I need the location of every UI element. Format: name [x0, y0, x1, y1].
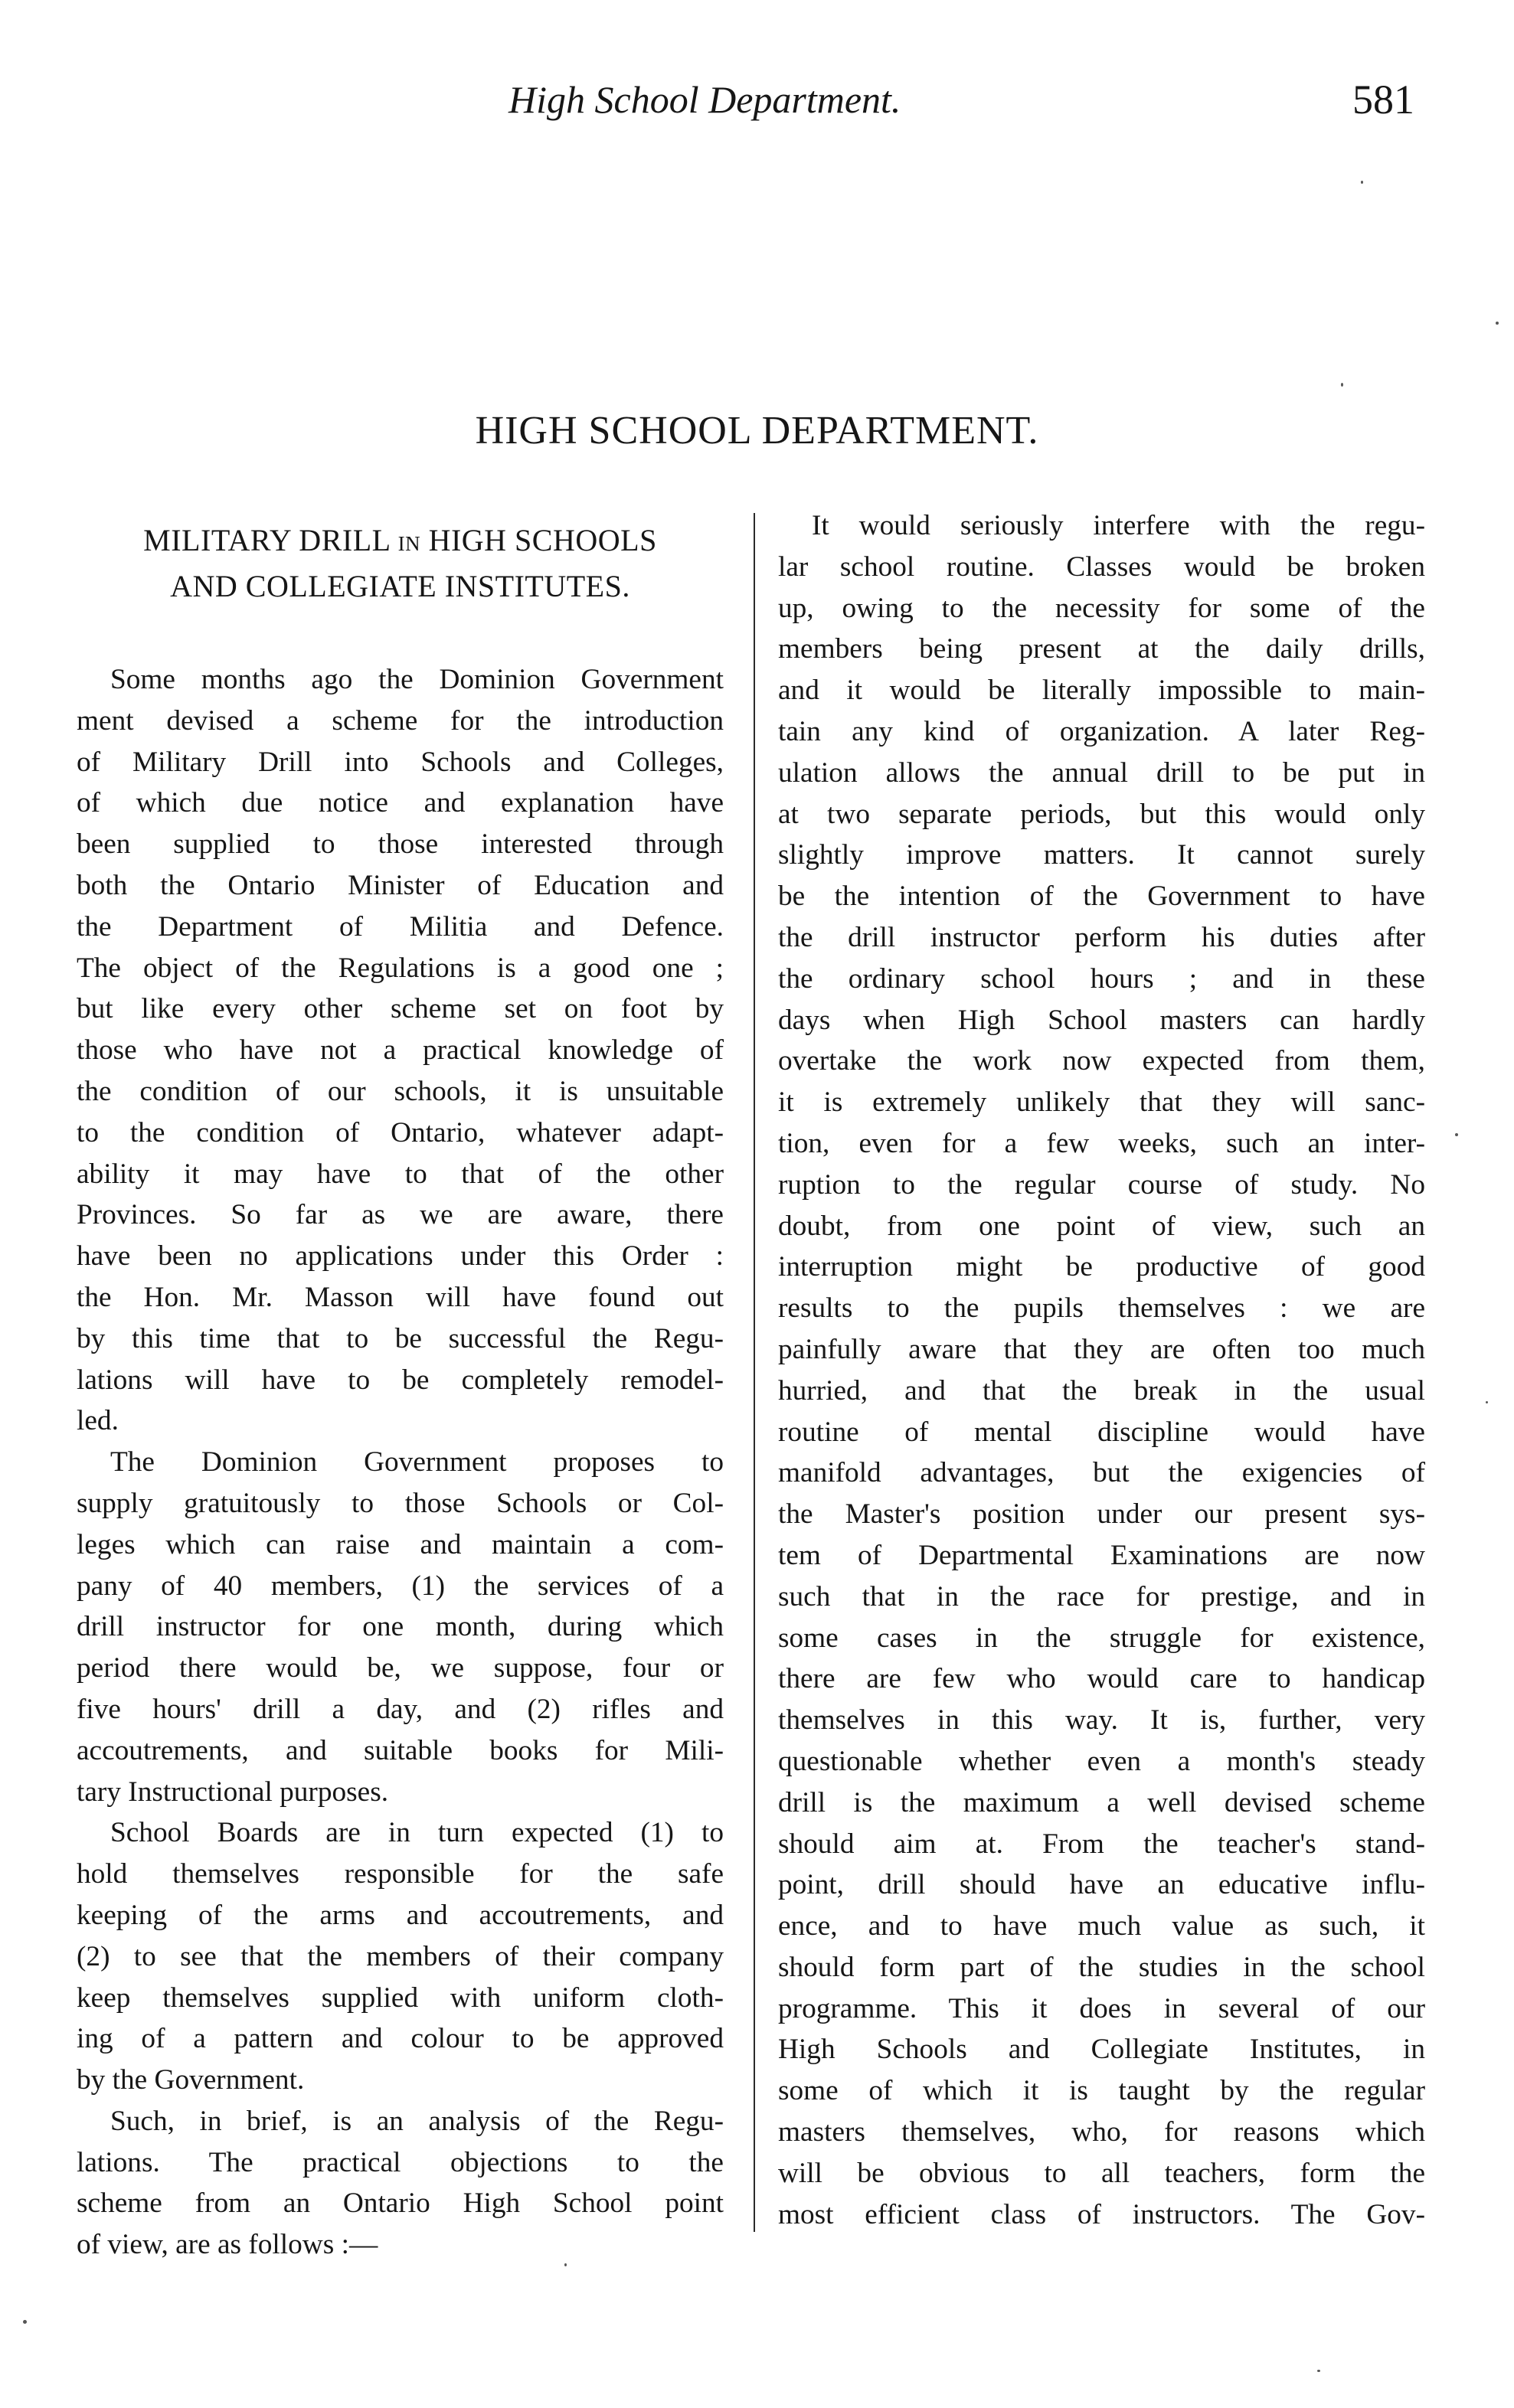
text-line: hurried, and that the break in the usual: [778, 1374, 1425, 1407]
text-line: should form part of the studies in the school: [778, 1951, 1425, 1983]
text-line: should aim at. From the teacher's stand-: [778, 1828, 1425, 1860]
text-line: point, drill should have an educative influ-: [778, 1869, 1425, 1901]
text-line: of which due notice and explanation have: [77, 787, 724, 819]
text-line: (2) to see that the members of their company: [77, 1940, 724, 1972]
text-line: doubt, from one point of view, such an: [778, 1210, 1425, 1242]
column-divider: [754, 513, 755, 2232]
text-line: period there would be, we suppose, four or: [77, 1652, 724, 1684]
text-line: tion, even for a few weeks, such an inter-: [778, 1127, 1425, 1159]
text-line: the condition of our schools, it is unsuitable: [77, 1075, 724, 1107]
text-line: most efficient class of instructors. The Gov-: [778, 2198, 1425, 2230]
text-line: five hours' drill a day, and (2) rifles and: [77, 1693, 724, 1725]
text-line: ence, and to have much value as such, it: [778, 1910, 1425, 1942]
text-line: interruption might be productive of good: [778, 1251, 1425, 1283]
text-line: manifold advantages, but the exigencies of: [778, 1457, 1425, 1489]
text-line: the Hon. Mr. Masson will have found out: [77, 1281, 724, 1313]
text-line: the drill instructor perform his duties after: [778, 921, 1425, 953]
text-line: drill instructor for one month, during which: [77, 1611, 724, 1643]
text-line: scheme from an Ontario High School point: [77, 2187, 724, 2220]
text-line: days when High School masters can hardly: [778, 1004, 1425, 1036]
text-line: by this time that to be successful the Regu-: [77, 1322, 724, 1354]
text-line: the ordinary school hours ; and in these: [778, 962, 1425, 995]
article-title-in: IN: [397, 532, 421, 555]
right-column-text: [778, 505, 1425, 2235]
text-line: tem of Departmental Examinations are now: [778, 1539, 1425, 1571]
article-title: [77, 519, 724, 607]
running-header: [0, 77, 1514, 138]
text-line: The object of the Regulations is a good one ;: [77, 952, 724, 984]
article-title-line-1: [77, 519, 724, 565]
text-line: pany of 40 members, (1) the services of a: [77, 1570, 724, 1602]
left-column-text: [77, 659, 724, 2266]
text-line: by the Government.: [77, 2064, 305, 2096]
print-speck: [564, 2263, 567, 2266]
text-line: lations. The practical objections to the: [77, 2146, 724, 2178]
text-line: Some months ago the Dominion Government: [110, 664, 724, 695]
text-line: School Boards are in turn expected (1) to: [110, 1817, 724, 1849]
text-line: ing of a pattern and colour to be approved: [77, 2023, 724, 2055]
text-line: keeping of the arms and accoutrements, and: [77, 1899, 724, 1931]
text-line: there are few who would care to handicap: [778, 1663, 1425, 1695]
text-line: some of which it is taught by the regular: [778, 2075, 1425, 2107]
right-column: [778, 505, 1425, 2235]
text-line: themselves in this way. It is, further, very: [778, 1704, 1425, 1737]
text-line: and it would be literally impossible to main-: [778, 675, 1425, 707]
text-line: It would seriously interfere with the regu-: [812, 510, 1425, 541]
text-line: overtake the work now expected from them,: [778, 1045, 1425, 1077]
print-speck: [1341, 383, 1343, 387]
text-line: programme. This it does in several of our: [778, 1992, 1425, 2024]
text-line: supply gratuitously to those Schools or Col-: [77, 1487, 724, 1519]
text-line: accoutrements, and suitable books for Mili-: [77, 1734, 724, 1766]
text-line: been supplied to those interested through: [77, 828, 724, 861]
text-line: results to the pupils themselves : we are: [778, 1292, 1425, 1325]
text-line: keep themselves supplied with uniform cloth-: [77, 1982, 724, 2014]
section-heading: HIGH SCHOOL DEPARTMENT.: [475, 409, 1039, 453]
text-line: be the intention of the Government to have: [778, 881, 1425, 913]
text-line: Provinces. So far as we are aware, there: [77, 1199, 724, 1231]
text-line: but like every other scheme set on foot by: [77, 993, 724, 1025]
text-line: such that in the race for prestige, and in: [778, 1580, 1425, 1612]
article-title-line-2: AND COLLEGIATE INSTITUTES.: [170, 569, 630, 603]
text-line: High Schools and Collegiate Institutes, in: [778, 2034, 1425, 2066]
text-line: the Master's position under our present sys-: [778, 1498, 1425, 1531]
text-line: up, owing to the necessity for some of the: [778, 592, 1425, 624]
text-line: those who have not a practical knowledge of: [77, 1034, 724, 1067]
text-line: routine of mental discipline would have: [778, 1416, 1425, 1448]
text-line: ulation allows the annual drill to be put in: [778, 756, 1425, 789]
text-line: have been no applications under this Order :: [77, 1240, 724, 1273]
text-line: hold themselves responsible for the safe: [77, 1858, 724, 1890]
text-line: tary Instructional purposes.: [77, 1776, 389, 1808]
text-line: questionable whether even a month's steady: [778, 1745, 1425, 1777]
print-speck: [1496, 322, 1499, 325]
text-line: tain any kind of organization. A later Reg-: [778, 715, 1425, 747]
running-title: High School Department.: [508, 78, 901, 121]
print-speck: [1361, 181, 1363, 184]
text-line: to the condition of Ontario, whatever adapt-: [77, 1116, 724, 1148]
print-speck: [1486, 1401, 1488, 1403]
text-line: will be obvious to all teachers, form the: [778, 2157, 1425, 2189]
text-line: leges which can raise and maintain a com-: [77, 1528, 724, 1560]
text-line: Such, in brief, is an analysis of the Regu-: [110, 2105, 724, 2137]
text-line: masters themselves, who, for reasons which: [778, 2116, 1425, 2148]
text-line: at two separate periods, but this would only: [778, 798, 1425, 830]
text-line: slightly improve matters. It cannot surely: [778, 839, 1425, 871]
text-line: The Dominion Government proposes to: [110, 1446, 724, 1478]
text-line: it is extremely unlikely that they will sanc-: [778, 1086, 1425, 1119]
text-line: of view, are as follows :—: [77, 2229, 378, 2261]
page-number: 581: [1352, 77, 1414, 123]
text-line: lar school routine. Classes would be broken: [778, 551, 1425, 583]
text-line: the Department of Militia and Defence.: [77, 910, 724, 943]
text-line: drill is the maximum a well devised scheme: [778, 1786, 1425, 1818]
text-line: ment devised a scheme for the introduction: [77, 704, 724, 737]
text-line: some cases in the struggle for existence,: [778, 1622, 1425, 1654]
text-line: ability it may have to that of the other: [77, 1158, 724, 1190]
print-speck: [23, 2320, 27, 2324]
text-line: painfully aware that they are often too much: [778, 1333, 1425, 1365]
text-line: both the Ontario Minister of Education and: [77, 869, 724, 901]
article-title-part-b: HIGH SCHOOLS: [428, 523, 657, 557]
text-line: members being present at the daily drills,: [778, 633, 1425, 665]
article-title-part-a: MILITARY DRILL: [143, 523, 391, 557]
print-speck: [1455, 1133, 1458, 1136]
text-line: lations will have to be completely remodel-: [77, 1364, 724, 1396]
left-column: [77, 505, 724, 2266]
text-line: led.: [77, 1405, 119, 1437]
text-line: ruption to the regular course of study. No: [778, 1168, 1425, 1201]
text-line: of Military Drill into Schools and Colleges,: [77, 746, 724, 778]
print-speck: [1317, 2370, 1320, 2372]
